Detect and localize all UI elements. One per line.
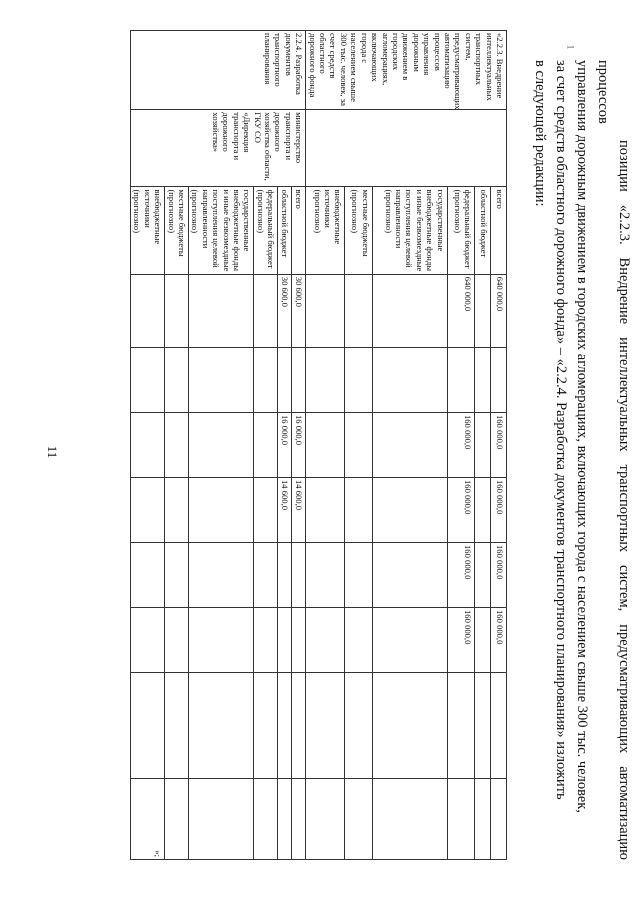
amount-cell — [372, 274, 447, 347]
amount-cell — [372, 673, 447, 779]
amount-cell — [189, 542, 254, 607]
amount-cell — [490, 673, 506, 779]
amount-cell — [292, 608, 306, 673]
funding-source-cell: местные бюджеты (прогнозно) — [345, 187, 372, 274]
amount-cell — [474, 412, 490, 477]
intro-line: управления дорожным движением в городских агломерациях, включающих города с населением свыше 300 тыс. человек, — [574, 60, 590, 813]
amount-cell: 30 600,0 — [278, 274, 292, 347]
amount-cell — [474, 673, 490, 779]
page-number: 11 — [45, 445, 60, 459]
amount-cell — [189, 778, 254, 859]
closing-quote-mark: »; — [153, 850, 164, 857]
funding-table — [130, 30, 507, 860]
funding-source-cell: областной бюджет — [278, 187, 292, 274]
amount-cell — [278, 673, 292, 779]
amount-cell: 160 000,0 — [490, 608, 506, 673]
amount-cell — [474, 542, 490, 607]
amount-cell — [165, 542, 189, 607]
funding-source-cell: внебюджетные источники (прогнозно) — [306, 187, 345, 274]
amount-cell — [278, 608, 292, 673]
amount-cell — [306, 477, 345, 542]
amount-cell — [189, 412, 254, 477]
amount-cell — [372, 477, 447, 542]
amount-cell — [131, 412, 165, 477]
intro-paragraph — [529, 60, 634, 860]
amount-cell — [490, 778, 506, 859]
amount-cell — [254, 673, 278, 779]
amount-cell — [372, 778, 447, 859]
table-row — [292, 31, 306, 860]
amount-cell — [254, 608, 278, 673]
amount-cell: 160 000,0 — [490, 477, 506, 542]
amount-cell — [306, 347, 345, 412]
amount-cell — [447, 673, 474, 779]
funding-source-cell: местные бюджеты (прогнозно) — [165, 187, 189, 274]
funding-source-cell: внебюджетные источники (прогнозно) — [131, 187, 165, 274]
amount-cell — [345, 608, 372, 673]
amount-cell — [306, 542, 345, 607]
amount-cell: 160 000,0 — [447, 608, 474, 673]
amount-cell — [131, 673, 165, 779]
amount-cell — [165, 673, 189, 779]
amount-cell — [345, 412, 372, 477]
amount-cell — [345, 274, 372, 347]
amount-cell — [189, 477, 254, 542]
amount-cell: 160 000,0 — [490, 542, 506, 607]
amount-cell — [345, 673, 372, 779]
amount-cell — [254, 274, 278, 347]
amount-cell — [131, 274, 165, 347]
activity-name-cell: «2.2.3. Внедрение интеллектуальных транспортных систем, предусматривающих автоматизацию процессов управления дорожным движением в городских агломерациях, включающих города с населением свыше 300 тыс. человек, за счет средств областного дорожного фонда — [306, 31, 507, 110]
executor-cell — [306, 110, 507, 187]
amount-cell — [474, 608, 490, 673]
amount-cell — [131, 608, 165, 673]
amount-cell — [254, 412, 278, 477]
amount-cell — [447, 347, 474, 412]
amount-cell — [165, 347, 189, 412]
amount-cell — [131, 347, 165, 412]
amount-cell — [474, 778, 490, 859]
amount-cell — [447, 778, 474, 859]
amount-cell — [345, 347, 372, 412]
funding-source-cell: федеральный бюджет (прогнозно) — [254, 187, 278, 274]
amount-cell — [292, 673, 306, 779]
amount-cell — [278, 347, 292, 412]
funding-source-cell: областной бюджет — [474, 187, 490, 274]
amount-cell — [306, 778, 345, 859]
amount-cell — [292, 778, 306, 859]
funding-source-cell: всего — [490, 187, 506, 274]
amount-cell — [189, 347, 254, 412]
amount-cell — [278, 542, 292, 607]
amount-cell — [165, 608, 189, 673]
amount-cell: 640 000,0 — [447, 274, 474, 347]
amount-cell — [254, 542, 278, 607]
intro-line: за счет средств областного дорожного фонда» – «2.2.4. Разработка документов транспортного планирования» изложить — [553, 60, 569, 800]
funding-source-cell: государственные внебюджетные фонды и иные безвозмездные поступления целевой направленности (прогнозно) — [189, 187, 254, 274]
amount-cell — [189, 673, 254, 779]
scan-mark: 1 — [565, 44, 576, 50]
amount-cell — [165, 274, 189, 347]
amount-cell — [474, 347, 490, 412]
amount-cell — [306, 412, 345, 477]
amount-cell: 14 600,0 — [292, 477, 306, 542]
amount-cell — [306, 673, 345, 779]
amount-cell — [345, 778, 372, 859]
activity-name-cell: 2.2.4. Разработка документов транспортного планирования — [131, 31, 306, 110]
amount-cell: 16 000,0 — [292, 412, 306, 477]
amount-cell — [189, 274, 254, 347]
amount-cell — [372, 542, 447, 607]
amount-cell — [306, 608, 345, 673]
amount-cell — [165, 412, 189, 477]
amount-cell — [292, 542, 306, 607]
amount-cell — [278, 778, 292, 859]
amount-cell: 160 000,0 — [447, 412, 474, 477]
amount-cell — [345, 477, 372, 542]
table-row — [490, 31, 506, 860]
amount-cell — [189, 608, 254, 673]
amount-cell: 160 000,0 — [490, 412, 506, 477]
amount-cell — [254, 477, 278, 542]
intro-line: в следующей редакции: — [532, 60, 548, 207]
amount-cell — [490, 347, 506, 412]
amount-cell: 16 000,0 — [278, 412, 292, 477]
amount-cell — [254, 778, 278, 859]
amount-cell — [254, 347, 278, 412]
amount-cell: 640 000,0 — [490, 274, 506, 347]
amount-cell — [292, 347, 306, 412]
rotated-page-content — [40, 0, 640, 860]
amount-cell: 160 000,0 — [447, 542, 474, 607]
intro-line: позиции «2.2.3. Внедрение интеллектуальных транспортных систем, предусматривающих автоматизацию процессов — [595, 60, 632, 860]
funding-source-cell: всего — [292, 187, 306, 274]
amount-cell — [131, 542, 165, 607]
funding-source-cell: государственные внебюджетные фонды и иные безвозмездные поступления целевой направленности (прогнозно) — [372, 187, 447, 274]
amount-cell — [474, 477, 490, 542]
amount-cell — [131, 477, 165, 542]
amount-cell: 14 600,0 — [278, 477, 292, 542]
amount-cell — [372, 347, 447, 412]
funding-source-cell: федеральный бюджет (прогнозно) — [447, 187, 474, 274]
amount-cell: 30 600,0 — [292, 274, 306, 347]
amount-cell — [474, 274, 490, 347]
amount-cell — [131, 778, 165, 859]
amount-cell — [372, 412, 447, 477]
amount-cell — [306, 274, 345, 347]
amount-cell — [165, 477, 189, 542]
amount-cell — [372, 608, 447, 673]
amount-cell — [165, 778, 189, 859]
amount-cell: 160 000,0 — [447, 477, 474, 542]
amount-cell — [345, 542, 372, 607]
executor-cell: министерство транспорта и дорожного хозяйства области, ГКУ СО «Дирекция транспорта и дорожного хозяйства» — [131, 110, 306, 187]
